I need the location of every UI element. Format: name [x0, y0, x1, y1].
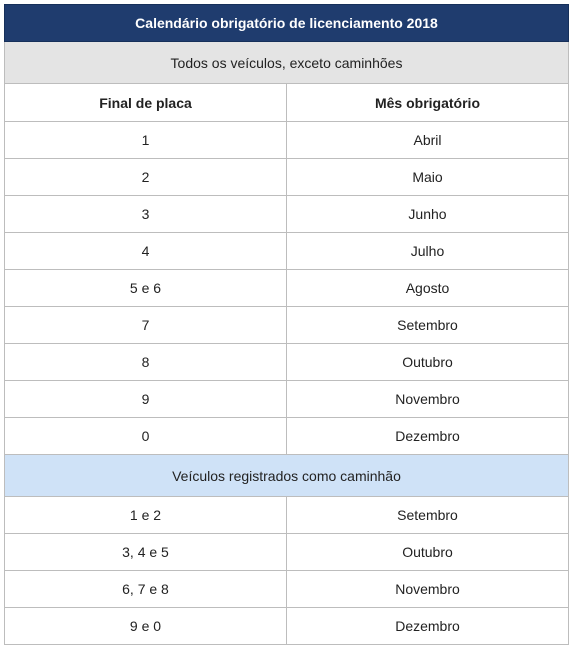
month-cell: Setembro [397, 507, 458, 523]
table-row [4, 497, 569, 534]
month-cell: Novembro [395, 391, 460, 407]
plate-cell: 3 [5, 196, 287, 232]
table-row [4, 381, 569, 418]
table-row [4, 233, 569, 270]
month-cell: Dezembro [395, 618, 460, 634]
plate-cell: 8 [5, 344, 287, 380]
month-cell: Maio [412, 169, 443, 185]
plate-cell: 1 e 2 [5, 497, 287, 533]
plate-cell: 9 [5, 381, 287, 417]
plate-cell: 7 [5, 307, 287, 343]
plate-cell: 1 [5, 122, 287, 158]
table-row [4, 571, 569, 608]
table-header-row [4, 84, 569, 122]
section-label-trucks: Veículos registrados como caminhão [4, 455, 569, 497]
month-cell: Outubro [402, 544, 453, 560]
plate-cell: 4 [5, 233, 287, 269]
table-row [4, 159, 569, 196]
month-cell: Julho [410, 243, 445, 259]
plate-cell: 6, 7 e 8 [5, 571, 287, 607]
table-title: Calendário obrigatório de licenciamento 2018 [4, 4, 569, 42]
table-row [4, 307, 569, 344]
table-row [4, 344, 569, 381]
plate-cell: 5 e 6 [5, 270, 287, 306]
licensing-calendar-table [4, 4, 569, 645]
plate-cell: 9 e 0 [5, 608, 287, 644]
table-row [4, 196, 569, 233]
month-cell: Dezembro [395, 428, 460, 444]
table-row [4, 270, 569, 307]
month-cell: Setembro [397, 317, 458, 333]
month-cell: Agosto [405, 280, 450, 296]
plate-cell: 3, 4 e 5 [5, 534, 287, 570]
plate-cell: 2 [5, 159, 287, 195]
month-cell: Junho [408, 206, 447, 222]
plate-cell: 0 [5, 418, 287, 454]
table-row [4, 534, 569, 571]
table-row [4, 418, 569, 455]
column-header-plate: Final de placa [5, 84, 287, 121]
month-cell: Novembro [395, 581, 460, 597]
section-label-all-vehicles: Todos os veículos, exceto caminhões [4, 42, 569, 84]
month-cell: Outubro [402, 354, 453, 370]
month-cell: Abril [413, 132, 442, 148]
table-row [4, 122, 569, 159]
column-header-month: Mês obrigatório [374, 94, 480, 111]
table-row [4, 608, 569, 645]
